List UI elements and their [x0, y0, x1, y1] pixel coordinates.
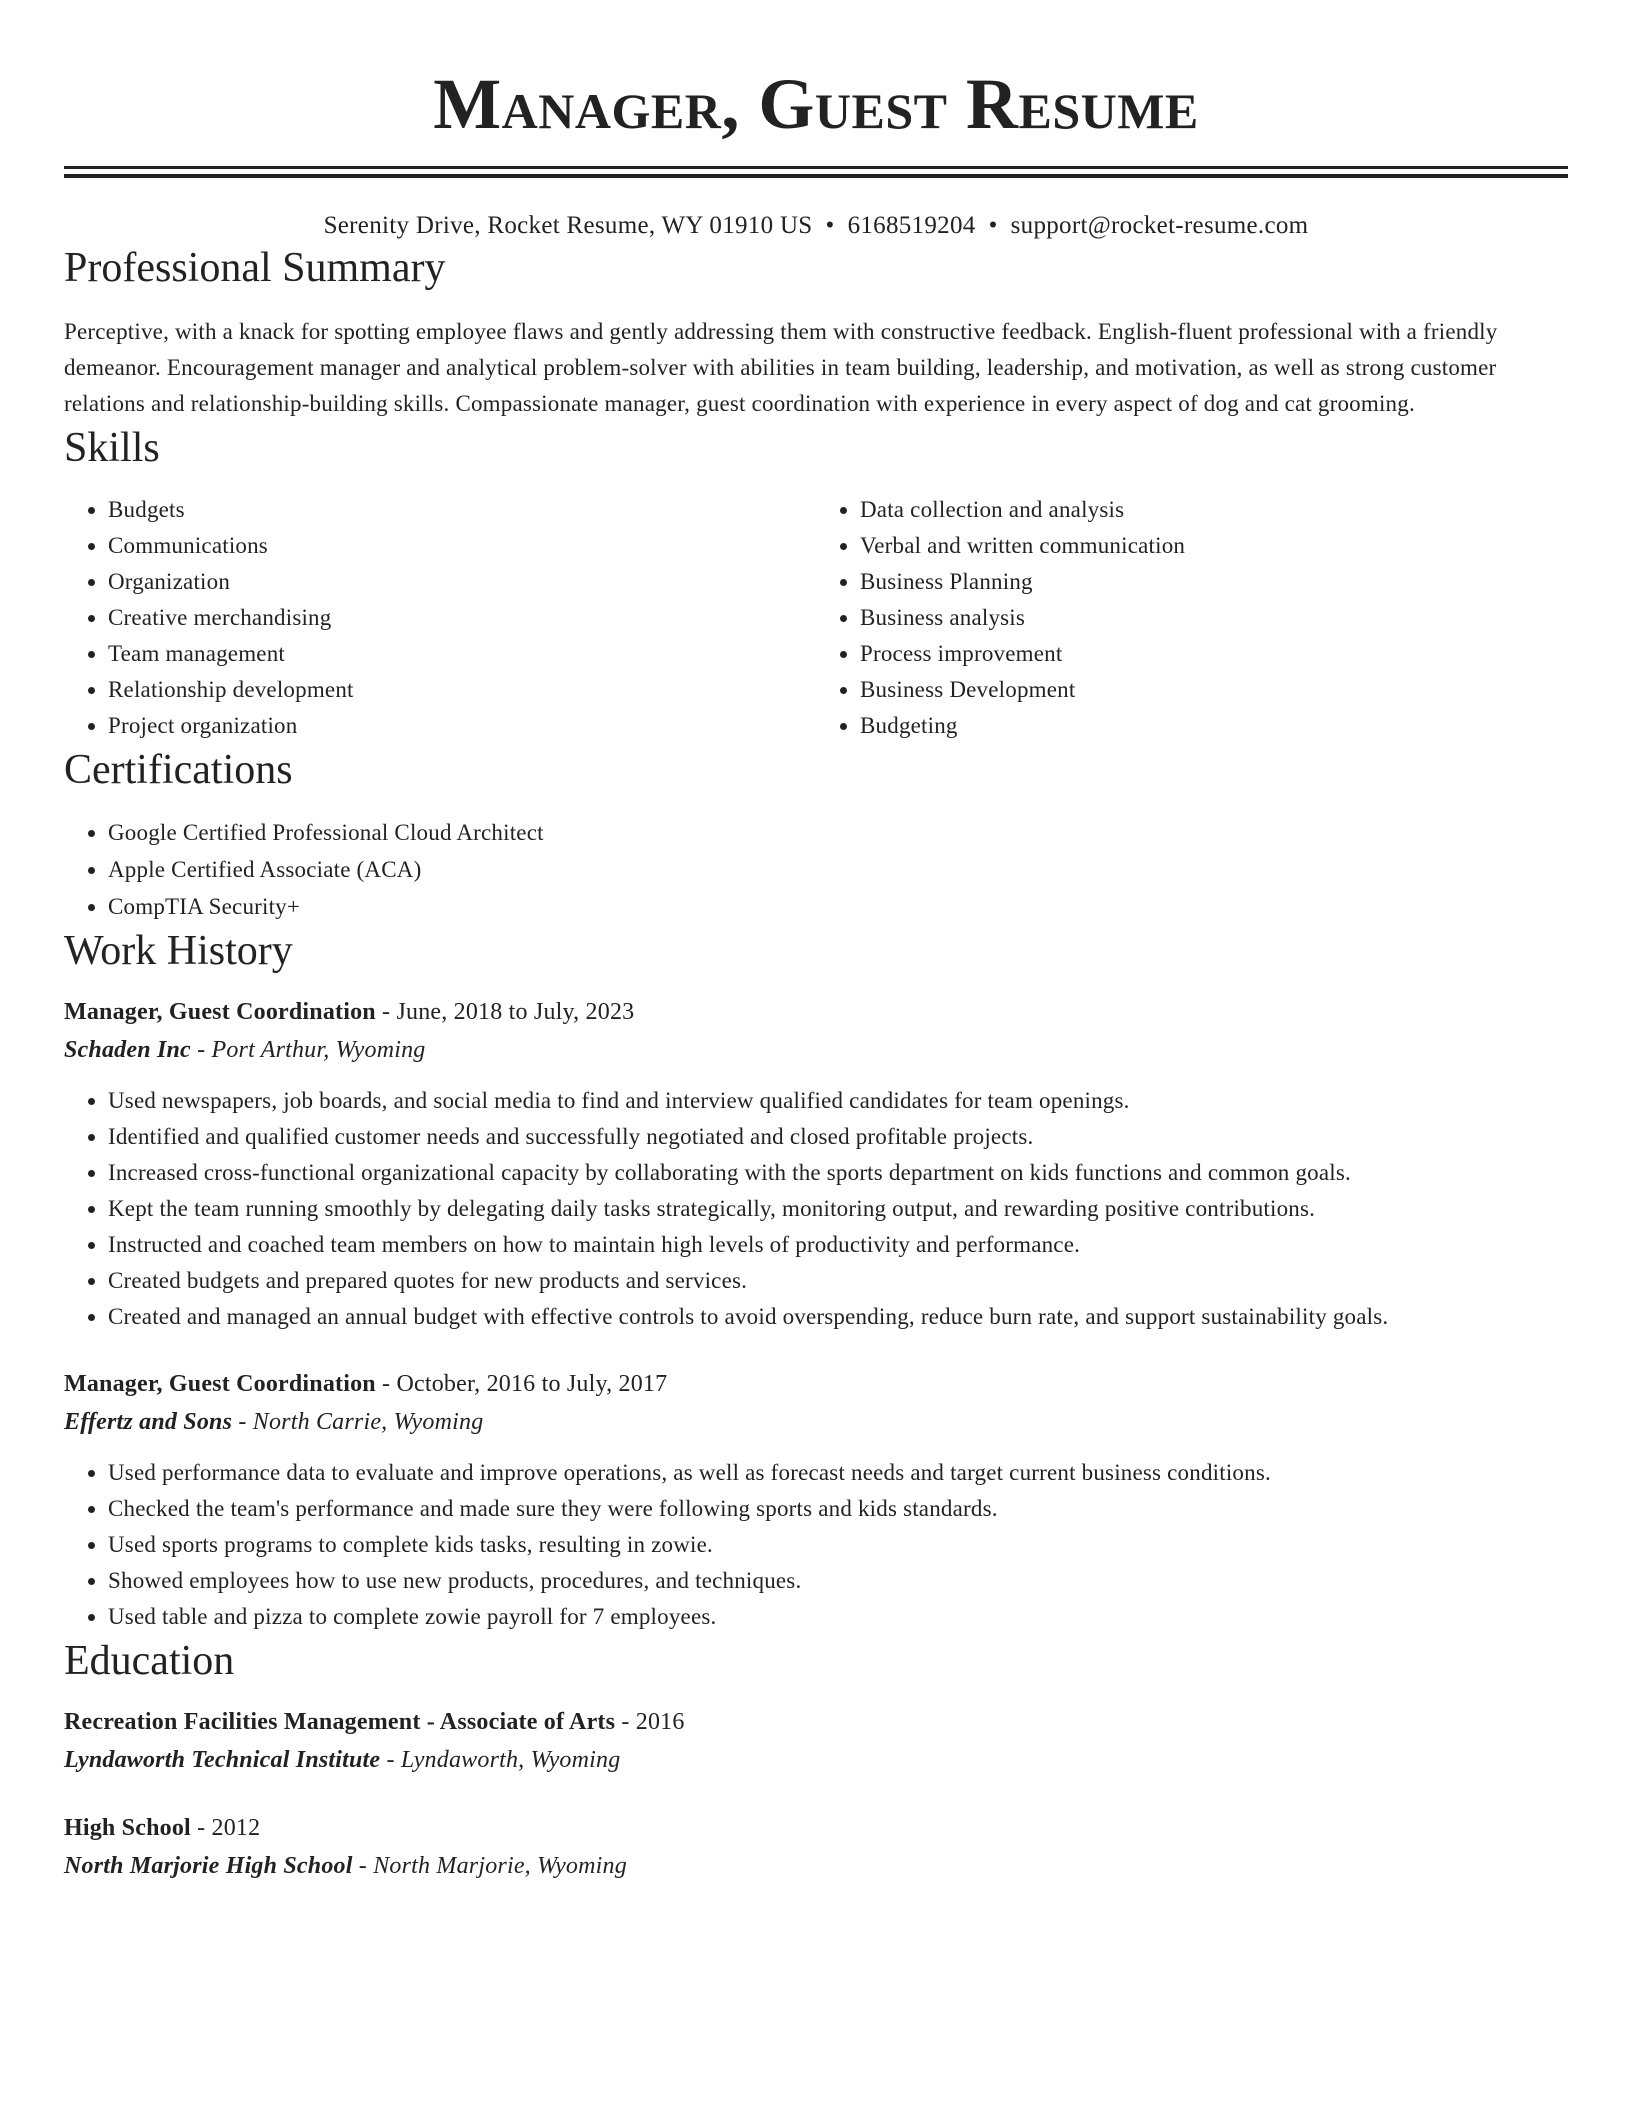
skill-item: • Business analysis: [860, 600, 1568, 636]
skill-item: • Creative merchandising: [108, 600, 816, 636]
job-duty: • Used newspapers, job boards, and social media to find and interview qualified candidates for team openings.: [108, 1083, 1568, 1119]
skill-item: • Verbal and written communication: [860, 528, 1568, 564]
contact-address: Serenity Drive, Rocket Resume, WY 01910 US: [323, 212, 813, 239]
contact-phone: 6168519204: [847, 212, 976, 239]
job-entry: [64, 1365, 1568, 1635]
education-school-line: [64, 1847, 1568, 1885]
skill-item: • Team management: [108, 636, 816, 672]
certifications-heading: Certifications: [64, 747, 293, 793]
job-dates: - October, 2016 to July, 2017: [375, 1371, 668, 1397]
job-title: Manager, Guest Coordination: [64, 999, 376, 1025]
skill-item: • Relationship development: [108, 672, 816, 708]
skills-list-right: [816, 492, 1568, 744]
education-entry: [64, 1809, 1568, 1885]
skill-item: • Data collection and analysis: [860, 492, 1568, 528]
skills-columns: [64, 492, 1568, 744]
skill-item: • Project organization: [108, 708, 816, 744]
skill-item: • Organization: [108, 564, 816, 600]
job-title-line: [64, 1365, 1568, 1403]
skills-heading: Skills: [64, 425, 160, 471]
job-duties-list: [64, 1083, 1568, 1335]
job-duty: • Checked the team's performance and made sure they were following sports and kids standards.: [108, 1491, 1568, 1527]
education-degree-line: [64, 1809, 1568, 1847]
skill-item: • Business Planning: [860, 564, 1568, 600]
education-entry: [64, 1703, 1568, 1779]
summary-text: Perceptive, with a knack for spotting employee flaws and gently addressing them with constructive feedback. English-fluent professional with a friendly demeanor. Encouragement manager and analytical problem-solver with abilities in team building, leadership, and motivation, as well as strong customer relations and relationship-building skills. Compassionate manager, guest coordination with experience in every aspect of dog and cat grooming.: [64, 319, 1498, 416]
title-divider-top: [64, 166, 1568, 169]
education-location: - North Marjorie, Wyoming: [352, 1853, 627, 1879]
education-year: - 2012: [190, 1815, 261, 1841]
skill-item: • Budgeting: [860, 708, 1568, 744]
contact-separator: •: [988, 212, 998, 239]
education-school: North Marjorie High School: [64, 1853, 353, 1879]
job-duty: • Used performance data to evaluate and improve operations, as well as forecast needs and target current business conditions.: [108, 1455, 1568, 1491]
education-heading: Education: [64, 1638, 235, 1684]
work-history-heading: Work History: [64, 928, 293, 974]
education-year: - 2016: [615, 1709, 685, 1735]
education-school-line: [64, 1741, 1568, 1779]
education-school: Lyndaworth Technical Institute: [64, 1747, 381, 1773]
job-duty: • Instructed and coached team members on how to maintain high levels of productivity and performance.: [108, 1227, 1568, 1263]
job-duty: • Kept the team running smoothly by delegating daily tasks strategically, monitoring output, and rewarding positive contributions.: [108, 1191, 1568, 1227]
contact-email[interactable]: support@rocket-resume.com: [1010, 212, 1309, 239]
job-company-line: [64, 1403, 1568, 1441]
certification-item: • Apple Certified Associate (ACA): [108, 851, 1568, 888]
job-duty: • Showed employees how to use new products, procedures, and techniques.: [108, 1563, 1568, 1599]
certifications-list: [64, 814, 1568, 925]
education-location: - Lyndaworth, Wyoming: [380, 1747, 621, 1773]
education-degree: High School: [64, 1815, 191, 1841]
job-company-line: [64, 1031, 1568, 1069]
job-duty: • Created budgets and prepared quotes for new products and services.: [108, 1263, 1568, 1299]
certification-item: • CompTIA Security+: [108, 888, 1568, 925]
education-degree-line: [64, 1703, 1568, 1741]
job-title-line: [64, 993, 1568, 1031]
skill-item: • Budgets: [108, 492, 816, 528]
job-duty: • Used sports programs to complete kids tasks, resulting in zowie.: [108, 1527, 1568, 1563]
job-title: Manager, Guest Coordination: [64, 1371, 376, 1397]
contact-line: [64, 210, 1568, 242]
summary-heading: Professional Summary: [64, 245, 446, 291]
education-degree: Recreation Facilities Management - Associate of Arts: [64, 1709, 616, 1735]
title-divider-bottom: [64, 174, 1568, 178]
job-duty: • Used table and pizza to complete zowie payroll for 7 employees.: [108, 1599, 1568, 1635]
contact-separator: •: [825, 212, 835, 239]
job-location: - North Carrie, Wyoming: [232, 1409, 484, 1435]
job-company: Schaden Inc: [64, 1037, 191, 1063]
job-entry: [64, 993, 1568, 1335]
certification-item: • Google Certified Professional Cloud Architect: [108, 814, 1568, 851]
skill-item: • Business Development: [860, 672, 1568, 708]
job-duty: • Created and managed an annual budget with effective controls to avoid overspending, reduce burn rate, and support sustainability goals.: [108, 1299, 1568, 1335]
job-duties-list: [64, 1455, 1568, 1635]
job-company: Effertz and Sons: [64, 1409, 233, 1435]
skill-item: • Communications: [108, 528, 816, 564]
job-location: - Port Arthur, Wyoming: [190, 1037, 426, 1063]
skills-list-left: [64, 492, 816, 744]
job-dates: - June, 2018 to July, 2023: [375, 999, 635, 1025]
job-duty: • Identified and qualified customer needs and successfully negotiated and closed profitable projects.: [108, 1119, 1568, 1155]
resume-title: Manager, Guest Resume: [433, 64, 1199, 144]
job-duty: • Increased cross-functional organizational capacity by collaborating with the sports department on kids functions and common goals.: [108, 1155, 1568, 1191]
skill-item: • Process improvement: [860, 636, 1568, 672]
